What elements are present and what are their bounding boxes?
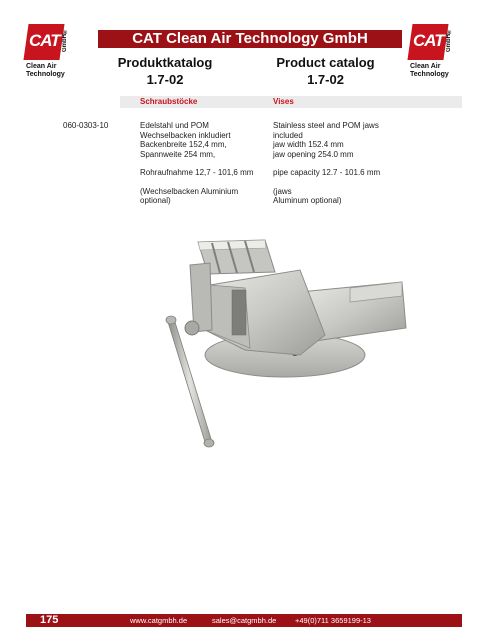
logo-line-2: Technology: [410, 71, 449, 78]
logo-line-1: Clean Air: [410, 63, 441, 70]
description-line: Stainless steel and POM jaws: [273, 121, 379, 130]
footer-email[interactable]: sales@catgmbh.de: [212, 616, 277, 625]
description-line: jaw opening 254.0 mm: [273, 149, 354, 159]
description-line: Backenbreite 152,4 mm,: [140, 140, 227, 149]
catalog-code-de: 1.7-02: [146, 72, 184, 87]
cat-logo-mark: [26, 22, 70, 62]
description-line: Spannweite 254 mm,: [140, 149, 216, 159]
description-line: jaw width 152.4 mm: [273, 140, 344, 149]
logo-line-1: Clean Air: [26, 63, 57, 70]
article-number: 060-0303-10: [63, 121, 109, 130]
company-logo-right: [410, 22, 460, 78]
bench-vise-image: [150, 230, 420, 480]
logo-cat-text: CAT: [413, 31, 444, 50]
description-line: included: [273, 130, 303, 140]
footer-phone: +49(0)711 3659199-13: [295, 616, 371, 625]
catalog-code-en: 1.7-02: [307, 72, 344, 87]
company-logo-left: [26, 22, 76, 78]
page-number: 175: [40, 614, 59, 626]
logo-cat-text: CAT: [29, 31, 60, 50]
description-line: (Wechselbacken Aluminium: [140, 186, 239, 196]
catalog-title-en: Product catalog: [276, 55, 375, 70]
description-en: [273, 121, 443, 206]
section-label-en: Vises: [273, 97, 294, 106]
description-line: Wechselbacken inkludiert: [140, 130, 231, 140]
logo-line-2: Technology: [26, 71, 65, 78]
cat-logo-mark: [410, 22, 454, 62]
section-label-de: Schraubstöcke: [140, 97, 198, 106]
description-line: Edelstahl und POM: [140, 121, 209, 130]
footer-website[interactable]: www.catgmbh.de: [130, 616, 188, 625]
logo-gmbh-text: GmbH®: [446, 28, 452, 52]
description-line: optional): [140, 196, 171, 205]
description-line: Rohraufnahme 12,7 - 101,6 mm: [140, 168, 254, 177]
description-line: Aluminum optional): [273, 196, 342, 205]
description-line: pipe capacity 12.7 - 101.6 mm: [273, 168, 381, 177]
logo-gmbh-text: GmbH®: [62, 28, 68, 52]
catalog-title-de: Produktkatalog: [117, 55, 213, 70]
company-title: CAT Clean Air Technology GmbH: [132, 30, 368, 47]
description-line: (jaws: [273, 186, 292, 196]
description-de: [140, 121, 265, 206]
